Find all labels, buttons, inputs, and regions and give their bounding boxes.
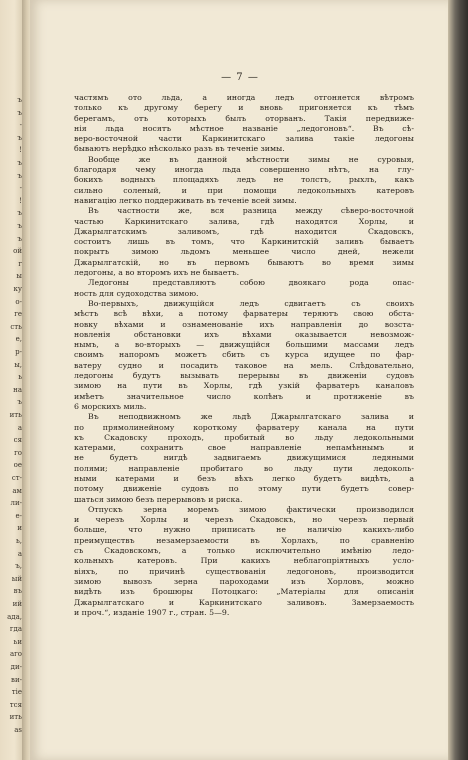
left-page-fragment: ъ: [17, 222, 22, 230]
left-page-fragment: го: [14, 448, 22, 457]
text-line: кольныхъ катеровъ. При какихъ неблагопріятныхъ усло-: [74, 556, 414, 566]
left-page-fragment: ге: [14, 310, 22, 319]
text-line: и проч.“, изданіе 1907 г., стран. 5—9.: [74, 607, 230, 617]
left-page-fragment: -: [19, 121, 22, 130]
text-line: Ледогоны представляютъ собою двоякаго рода опас-: [88, 278, 414, 288]
text-line: новку вѣхами и ознаменованіе ихъ направленія до возста-: [74, 319, 414, 329]
text-line: видѣть изъ брошюры Потоцкаго: „Матеріалы для описанія: [74, 587, 414, 597]
text-line: Джарылгатскимъ заливомъ, гдѣ находится Скадовскъ,: [74, 226, 414, 236]
left-page-fragment: е,: [15, 335, 22, 344]
left-page-fragment: аго: [9, 650, 22, 659]
text-line: преимуществъ незамерзаемости въ Хорлахъ, по сравненію: [74, 535, 414, 545]
left-page-fragment: ъ: [17, 209, 22, 218]
left-page-fragment: ся: [13, 436, 22, 445]
text-line: веро-восточной части Каркинитскаго залива такіе ледогоны: [74, 134, 414, 144]
paragraph: [74, 155, 414, 206]
paragraph: [74, 206, 414, 278]
text-line: ность для судоходства зимою.: [74, 288, 199, 298]
left-page-fragment: тie: [11, 688, 22, 697]
text-line: 6 морскихъ миль.: [74, 401, 147, 411]
text-line: нія льда носятъ мѣстное названіе „ледогоновъ“. Въ сѣ-: [74, 123, 414, 133]
text-line: потому движеніе судовъ по этому пути будетъ совер-: [74, 484, 414, 494]
text-line: шаться зимою безъ перерывовъ и риска.: [74, 494, 243, 504]
left-page-fragment: ъ: [17, 96, 22, 104]
text-line: ледогоны будутъ вызывать перерывы въ движеніи судовъ: [74, 371, 414, 381]
text-line: по прямолинейному короткому фарватеру канала на пути: [74, 422, 414, 432]
text-line: зимою вывозъ зерна пароходами изъ Хорловъ, можно: [74, 576, 414, 586]
paragraph: [74, 93, 414, 155]
left-page-fragment: въ: [13, 587, 22, 596]
page-number: — 7 —: [221, 72, 259, 83]
left-page-fragment: тся: [9, 700, 22, 709]
left-page-fragment: г: [18, 259, 22, 268]
text-line: новленія обстановки ихъ вѣхами оказывается невозмож-: [74, 329, 414, 339]
page-text: [74, 93, 414, 618]
text-line: не будетъ нигдѣ задвигаемъ движущимися ледяными: [74, 453, 414, 463]
text-line: больше, что нужно приписать не наличію какихъ-либо: [74, 525, 414, 535]
text-line: состоитъ лишь въ томъ, что Каркинитскій заливъ бываетъ: [74, 237, 414, 247]
text-line: Джарылгатскій, но въ первомъ бываютъ во время зимы: [74, 257, 414, 267]
left-page-fragment: ви-: [11, 675, 22, 684]
left-page-fragment: ъ,: [15, 562, 22, 571]
left-page-fragment: -: [19, 184, 22, 193]
left-page-fragment: ъ: [17, 133, 22, 142]
left-page-fragment: а: [17, 423, 22, 432]
text-line: съ Скадовскомъ, а только исключительно имѣнію ледо-: [74, 546, 414, 556]
text-line: своимъ напоромъ можетъ сбить съ курса идущее по фар-: [74, 350, 414, 360]
left-page-fragment: о-: [15, 297, 22, 306]
text-line: частью Каркинитскаго залива, гдѣ находятся Хорлы, и: [74, 216, 414, 226]
text-line: берегамъ, отъ которыхъ былъ оторванъ. Такія передвиже-: [74, 113, 414, 123]
left-page-fragment: ди-: [10, 663, 22, 671]
text-line: ными катерами и безъ вѣхъ легко будетъ видѣть, а: [74, 473, 414, 483]
paragraph: [74, 278, 414, 299]
left-page-fragment: гда: [9, 625, 22, 634]
text-line: къ Скадовску проходъ, пробитый во льду ледокольными: [74, 432, 414, 442]
left-page-fragment: на: [13, 385, 22, 394]
text-line: сильно соленый, и при помощи ледокольныхъ катеровъ: [74, 185, 414, 195]
left-page-fragment: сть: [10, 322, 22, 331]
paragraph: [74, 412, 414, 505]
left-page-fragment: ст-: [11, 474, 22, 482]
left-page-fragment: а: [17, 549, 22, 558]
text-line: благодаря чему иногда льда совершенно нѣтъ, на глу-: [74, 165, 414, 175]
text-line: покрытъ зимою льдомъ меньшее число дней, нежели: [74, 247, 414, 257]
left-page-fragment: ъ: [17, 108, 22, 117]
left-page-fragment: ъ: [17, 398, 22, 407]
left-page-fragment: ъ: [17, 159, 22, 167]
left-page-fragment: ить: [9, 411, 22, 419]
text-line: только къ другому берегу и вновь пригоняется къ тѣмъ: [74, 103, 414, 113]
text-line: имѣетъ значительное число колѣнъ и протяженіе въ: [74, 391, 414, 401]
left-page-fragment: ъ: [17, 234, 22, 243]
left-page-fragment: ьи: [13, 637, 22, 646]
left-page-fragment: аs: [14, 726, 22, 734]
left-page-fragment: ь,: [15, 537, 22, 545]
left-page-fragment: ам: [12, 486, 22, 495]
text-line: навигацію легко поддерживать въ теченіе всей зимы.: [74, 195, 297, 205]
left-page-fragment: ку: [13, 285, 22, 293]
paragraph: [74, 299, 414, 412]
text-line: бываютъ нерѣдко нѣсколько разъ въ теченіе зимы.: [74, 144, 285, 154]
left-page-fragment: р-: [15, 348, 22, 356]
text-line: віяхъ, по причинѣ существованія ледогоновъ, производится: [74, 566, 414, 576]
left-page-fragment: и: [17, 524, 22, 533]
book-fore-edge: [448, 0, 468, 760]
text-line: ватеру судно и посадить таковое на мель. Слѣдовательно,: [74, 360, 414, 370]
text-line: ледогоны, а во второмъ ихъ не бываетъ.: [74, 268, 240, 278]
left-page-fragment: ь: [18, 373, 22, 382]
paragraph: [74, 505, 414, 618]
text-line: Вообще же въ данной мѣстности зимы не суровыя,: [88, 154, 414, 164]
left-page-fragment: ы: [16, 272, 22, 281]
text-line: частямъ ото льда, а иногда ледъ отгоняется вѣтромъ: [74, 93, 414, 102]
left-page-fragment: ый: [11, 574, 22, 583]
left-page-fragment: ое: [13, 461, 22, 470]
left-page-fragment: !: [19, 196, 22, 205]
text-line: зимою на пути въ Хорлы, гдѣ узкій фарватеръ каналовъ: [74, 381, 414, 391]
text-line: Во-первыхъ, движущійся ледъ сдвигаетъ съ своихъ: [88, 298, 414, 308]
text-line: бокихъ водныхъ площадяхъ ледъ не толстъ, рыхлъ, какъ: [74, 175, 414, 185]
text-line: Джарылгатскаго и Каркинитскаго заливовъ. Замерзаемость: [74, 597, 414, 607]
left-page-fragment: ада,: [7, 612, 22, 621]
text-line: нымъ, а во-вторыхъ — движущійся большими массами ледъ: [74, 340, 414, 350]
text-line: мѣстъ всѣ вѣхи, а потому фарватеры теряютъ свою обста-: [74, 309, 414, 319]
text-line: катерами, сохранитъ свое направленіе непамѣннымъ и: [74, 443, 414, 453]
left-page-fragment: ой: [13, 247, 22, 256]
text-line: и черезъ Хорлы и черезъ Скадовскъ, но черезъ первый: [74, 515, 414, 525]
left-page-fragment: ъ: [17, 171, 22, 180]
left-page-fragment: ли-: [10, 499, 22, 508]
text-line: Въ частности же, вся разница между сѣверо-восточной: [88, 206, 414, 216]
adjacent-left-page: [0, 0, 24, 760]
book-page: [30, 0, 450, 760]
left-page-fragment: ить: [9, 713, 22, 722]
text-line: Отпускъ зерна моремъ зимою фактически производился: [88, 504, 414, 514]
left-page-fragment: !: [19, 146, 22, 155]
left-page-fragment: е-: [15, 511, 22, 520]
left-page-fragment: ий: [12, 600, 22, 608]
text-line: Въ неподвижномъ же льдѣ Джарылгатскаго залива и: [88, 412, 414, 422]
left-page-fragment: ы,: [14, 360, 22, 369]
text-line: полями; направленіе пробитаго во льду пути ледоколь-: [74, 463, 414, 473]
